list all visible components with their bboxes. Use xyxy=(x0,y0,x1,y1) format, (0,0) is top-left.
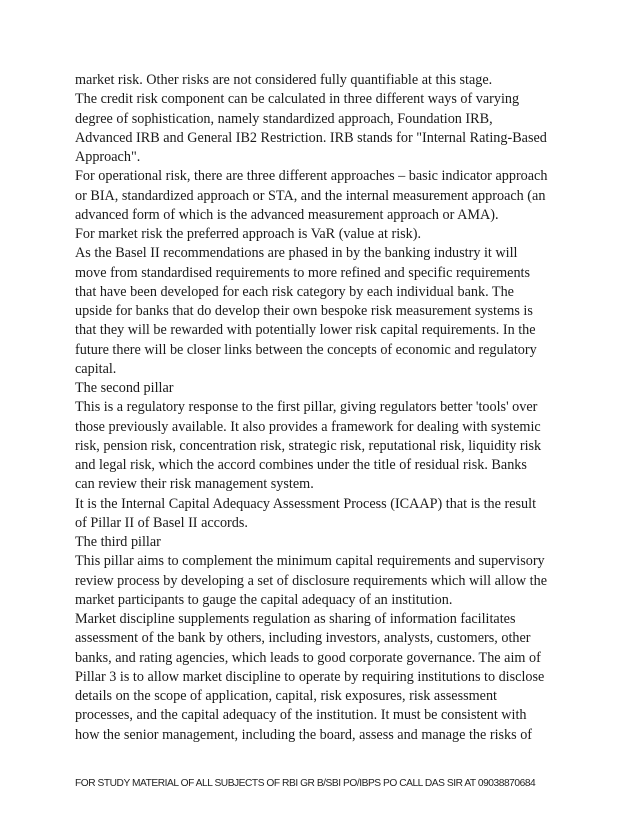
text-line: For operational risk, there are three different approaches – basic indicator approach xyxy=(75,168,548,185)
text-line: banks, and rating agencies, which leads to good corporate governance. The aim of xyxy=(75,649,541,666)
page-footer: FOR STUDY MATERIAL OF ALL SUBJECTS OF RBI GR B/SBI PO/IBPS PO CALL DAS SIR AT 09038870684 xyxy=(75,778,536,789)
text-line: Market discipline supplements regulation as sharing of information facilitates xyxy=(75,611,516,627)
text-line: or BIA, standardized approach or STA, and the internal measurement approach (an xyxy=(75,187,546,204)
text-line: that have been developed for each risk category by each individual bank. The xyxy=(75,283,514,300)
text-line: degree of sophistication, namely standardized approach, Foundation IRB, xyxy=(75,110,493,127)
text-line: advanced form of which is the advanced measurement approach or AMA). xyxy=(75,206,499,223)
text-line: It is the Internal Capital Adequacy Assessment Process (ICAAP) that is the result xyxy=(75,495,537,512)
text-line: capital. xyxy=(75,360,117,377)
text-line: This pillar aims to complement the minimum capital requirements and supervisory xyxy=(75,553,545,570)
text-line: Pillar 3 is to allow market discipline to operate by requiring institutions to disclose xyxy=(75,668,545,685)
text-line: details on the scope of application, capital, risk exposures, risk assessment xyxy=(75,688,497,704)
text-line: risk, pension risk, concentration risk, strategic risk, reputational risk, liquidity risk xyxy=(75,437,542,454)
text-line: The second pillar xyxy=(75,380,174,396)
text-line: As the Basel II recommendations are phased in by the banking industry it will xyxy=(75,245,518,262)
text-line: assessment of the bank by others, including investors, analysts, customers, other xyxy=(75,630,531,647)
text-line: processes, and the capital adequacy of the institution. It must be consistent with xyxy=(75,707,527,724)
text-line: those previously available. It also provides a framework for dealing with systemic xyxy=(75,418,541,435)
text-line: The credit risk component can be calculated in three different ways of varying xyxy=(75,91,520,108)
text-line: Advanced IRB and General IB2 Restriction. IRB stands for "Internal Rating-Based xyxy=(75,129,547,146)
text-line: how the senior management, including the board, assess and manage the risks of xyxy=(75,726,533,743)
text-line: that they will be rewarded with potentially lower risk capital requirements. In the xyxy=(75,322,536,339)
text-line: of Pillar II of Basel II accords. xyxy=(75,514,248,531)
text-line: and legal risk, which the accord combines under the title of residual risk. Banks xyxy=(75,457,527,473)
text-line: market risk. Other risks are not considered fully quantifiable at this stage. xyxy=(75,72,493,88)
text-line: market participants to gauge the capital adequacy of an institution. xyxy=(75,591,453,608)
text-line: future there will be closer links between the concepts of economic and regulatory xyxy=(75,341,537,358)
text-line: review process by developing a set of disclosure requirements which will allow the xyxy=(75,572,547,589)
text-line: This is a regulatory response to the first pillar, giving regulators better 'tools' over xyxy=(75,399,538,416)
document-body xyxy=(75,71,575,745)
text-line: move from standardised requirements to more refined and specific requirements xyxy=(75,264,531,281)
text-line: upside for banks that do develop their own bespoke risk measurement systems is xyxy=(75,303,533,319)
text-line: Approach". xyxy=(75,149,141,165)
text-line: can review their risk management system. xyxy=(75,476,314,493)
text-line: For market risk the preferred approach is VaR (value at risk). xyxy=(75,226,422,242)
text-line: The third pillar xyxy=(75,534,161,550)
